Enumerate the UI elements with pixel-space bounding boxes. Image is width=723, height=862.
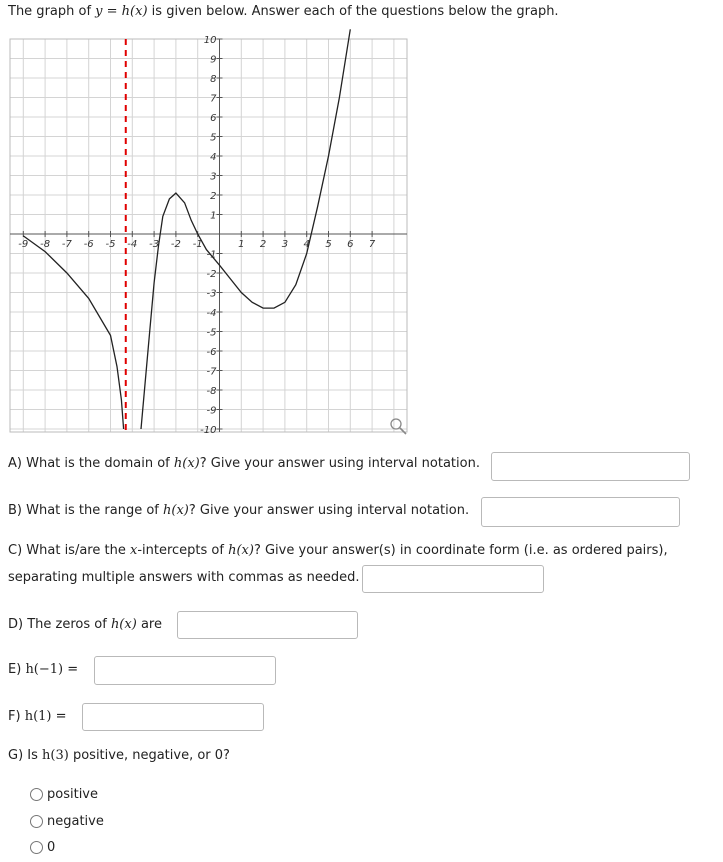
x-tick-label: -8 bbox=[40, 239, 51, 250]
y-tick-label: 3 bbox=[210, 171, 217, 183]
tick-labels bbox=[18, 35, 376, 436]
y-tick-label: -4 bbox=[206, 308, 217, 319]
y-tick-label: 2 bbox=[210, 191, 217, 202]
x-tick-label: 2 bbox=[259, 239, 267, 250]
y-tick-label: -9 bbox=[206, 405, 217, 417]
math-h-of-1: h(1) bbox=[24, 709, 52, 724]
math-h-of-3: h(3) bbox=[42, 748, 69, 763]
option-positive[interactable]: positive bbox=[30, 787, 98, 802]
zeros-input[interactable] bbox=[177, 611, 358, 639]
math-x: x bbox=[129, 543, 138, 558]
h-1-input[interactable] bbox=[82, 703, 264, 731]
question-d: D) The zeros of h(x) are bbox=[8, 617, 162, 632]
x-tick-label: 7 bbox=[368, 239, 376, 250]
intro-before: The graph of bbox=[8, 4, 92, 19]
y-tick-label: -7 bbox=[206, 366, 217, 378]
y-tick-label: -3 bbox=[206, 288, 217, 300]
option-negative[interactable]: negative bbox=[30, 814, 104, 829]
intro-after: is given below. Answer each of the questions below the graph. bbox=[151, 4, 559, 19]
question-g: G) Is h(3) positive, negative, or 0? bbox=[8, 748, 230, 763]
y-tick-label: 9 bbox=[210, 54, 217, 66]
x-tick-label: 4 bbox=[303, 239, 310, 250]
domain-input[interactable] bbox=[491, 452, 690, 481]
radio-zero[interactable] bbox=[30, 841, 43, 854]
y-tick-label: 1 bbox=[210, 210, 217, 222]
x-tick-label: -5 bbox=[105, 239, 116, 250]
question-e: E) h(−1) = bbox=[8, 662, 79, 677]
math-h-of-x: h(x) bbox=[228, 543, 254, 558]
x-intercepts-input[interactable] bbox=[362, 565, 544, 593]
x-tick-label: -9 bbox=[18, 239, 29, 250]
range-input[interactable] bbox=[481, 497, 680, 527]
x-tick-label: 6 bbox=[347, 239, 354, 250]
question-b: B) What is the range of h(x)? Give your answer using interval notation. bbox=[8, 503, 470, 518]
curve-left-branch bbox=[23, 236, 123, 429]
x-tick-label: 5 bbox=[325, 239, 332, 250]
x-tick-label: -2 bbox=[170, 239, 181, 250]
y-tick-label: 5 bbox=[210, 132, 217, 144]
y-tick-label: 10 bbox=[203, 35, 217, 46]
question-c: C) What is/are the x-intercepts of h(x)? Give your answer(s) in coordinate form (i.e. as ordered pairs), bbox=[8, 543, 668, 558]
option-zero[interactable]: 0 bbox=[30, 840, 55, 855]
question-f: F) h(1) = bbox=[8, 709, 67, 724]
y-tick-label: -2 bbox=[206, 269, 217, 280]
x-tick-label: -7 bbox=[61, 239, 72, 250]
x-tick-label: 1 bbox=[238, 239, 245, 250]
intro-equation: y = h(x) bbox=[95, 4, 148, 19]
question-c-line2: separating multiple answers with commas as needed. bbox=[8, 570, 360, 585]
y-tick-label: 6 bbox=[210, 113, 217, 124]
y-tick-label: 8 bbox=[210, 74, 217, 85]
math-h-of-neg1: h(−1) bbox=[25, 662, 64, 677]
math-h-of-x: h(x) bbox=[163, 503, 189, 518]
y-tick-label: -1 bbox=[206, 249, 217, 261]
x-tick-label: -1 bbox=[192, 239, 203, 250]
x-tick-label: 3 bbox=[281, 239, 289, 250]
math-h-of-x: h(x) bbox=[173, 456, 200, 471]
h-neg1-input[interactable] bbox=[94, 656, 276, 685]
math-h-of-x: h(x) bbox=[110, 617, 137, 632]
question-a: A) What is the domain of h(x)? Give your answer using interval notation. bbox=[8, 456, 480, 471]
y-tick-label: -6 bbox=[206, 347, 217, 358]
x-tick-label: -3 bbox=[149, 239, 160, 250]
x-tick-label: -6 bbox=[83, 239, 94, 250]
radio-positive[interactable] bbox=[30, 788, 43, 801]
radio-negative[interactable] bbox=[30, 815, 43, 828]
y-tick-label: 4 bbox=[210, 152, 217, 163]
curve-right-branch bbox=[141, 29, 350, 429]
y-tick-label: -10 bbox=[200, 425, 217, 436]
x-tick-label: -4 bbox=[127, 239, 138, 250]
y-tick-label: -5 bbox=[206, 327, 217, 339]
y-tick-label: -8 bbox=[206, 386, 217, 397]
y-tick-label: 7 bbox=[210, 93, 217, 105]
